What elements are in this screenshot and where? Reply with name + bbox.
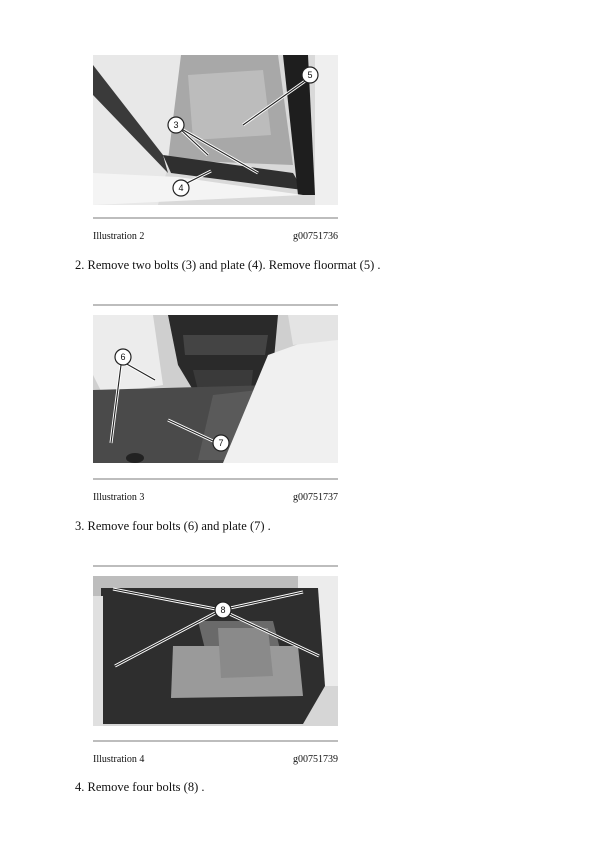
svg-text:3: 3 [173, 120, 179, 130]
figure-caption [93, 231, 338, 242]
caption-label: Illustration 4 [93, 754, 145, 765]
svg-text:4: 4 [178, 183, 184, 193]
svg-text:6: 6 [120, 352, 126, 362]
callout-7 [213, 435, 229, 451]
callout-4 [173, 180, 189, 196]
figure-caption [93, 754, 338, 765]
step-4-text: 4. Remove four bolts (8) . [75, 780, 205, 794]
step-3-text: 3. Remove four bolts (6) and plate (7) . [75, 519, 271, 533]
svg-text:7: 7 [218, 438, 224, 448]
caption-code: g00751737 [293, 492, 338, 503]
caption-divider [93, 740, 338, 742]
callout-3 [168, 117, 184, 133]
caption-code: g00751736 [293, 231, 338, 242]
callout-5 [302, 67, 318, 83]
figure-top-divider [93, 565, 338, 567]
callout-8 [215, 602, 231, 618]
caption-code: g00751739 [293, 754, 338, 765]
caption-divider [93, 217, 338, 219]
illustration-4-photo [93, 576, 338, 726]
step-2-text: 2. Remove two bolts (3) and plate (4). Remove floormat (5) . [75, 258, 381, 272]
caption-divider [93, 478, 338, 480]
illustration-3-photo [93, 315, 338, 463]
svg-text:5: 5 [307, 70, 313, 80]
illustration-2-photo [93, 55, 338, 205]
figure-caption [93, 492, 338, 503]
svg-text:8: 8 [220, 605, 226, 615]
caption-label: Illustration 2 [93, 231, 145, 242]
figure-top-divider [93, 304, 338, 306]
caption-label: Illustration 3 [93, 492, 145, 503]
callout-6 [115, 349, 131, 365]
